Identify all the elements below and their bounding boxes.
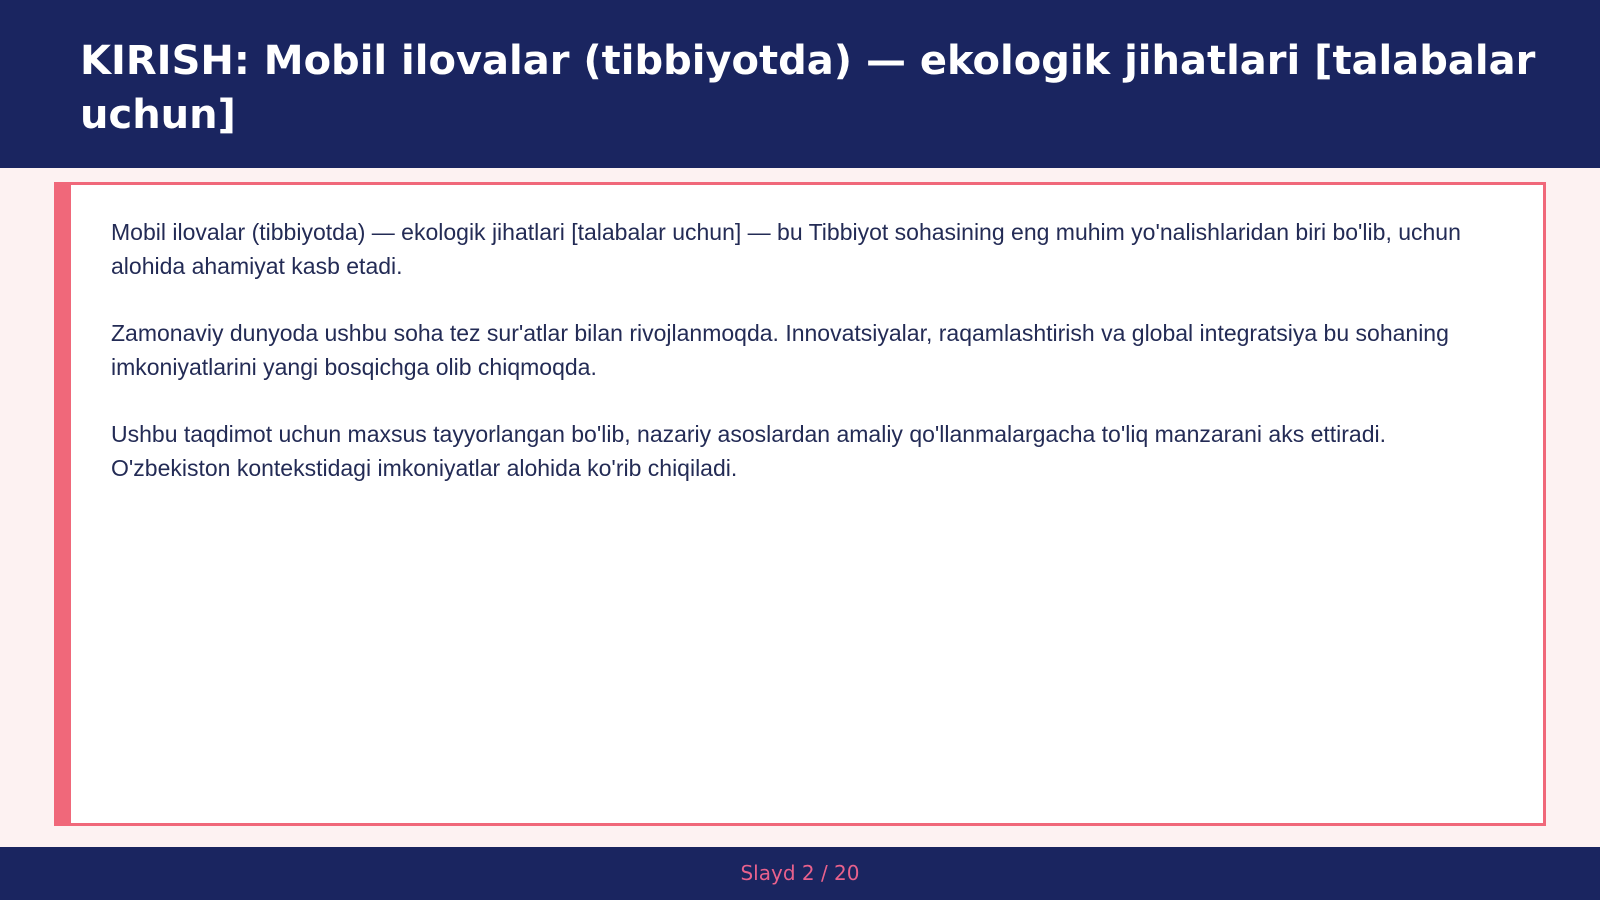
paragraph-modern-world: Zamonaviy dunyoda ushbu soha tez sur'atlar bilan rivojlanmoqda. Innovatsiyalar, raqamlashtirish va global integratsiya bu sohaning imkoniyatlarini yangi bosqichga olib chiqmoqda. — [111, 320, 1449, 380]
content-card — [54, 182, 1546, 826]
slide-title: KIRISH: Mobil ilovalar (tibbiyotda) — ekologik jihatlari [talabalar uchun] — [80, 38, 1536, 138]
slide-header — [0, 0, 1600, 168]
paragraph-intro: Mobil ilovalar (tibbiyotda) — ekologik jihatlari [talabalar uchun] — bu Tibbiyot sohasining eng muhim yo'nalishlaridan biri bo'lib, uchun alohida ahamiyat kasb etadi. — [111, 219, 1461, 279]
slide-counter: Slayd 2 / 20 — [740, 861, 860, 885]
slide-footer — [0, 847, 1600, 900]
paragraph-presentation-scope: Ushbu taqdimot uchun maxsus tayyorlangan bo'lib, nazariy asoslardan amaliy qo'llanmalargacha to'liq manzarani aks ettiradi. O'zbekiston kontekstidagi imkoniyatlar alohida ko'rib chiqiladi. — [111, 421, 1387, 481]
